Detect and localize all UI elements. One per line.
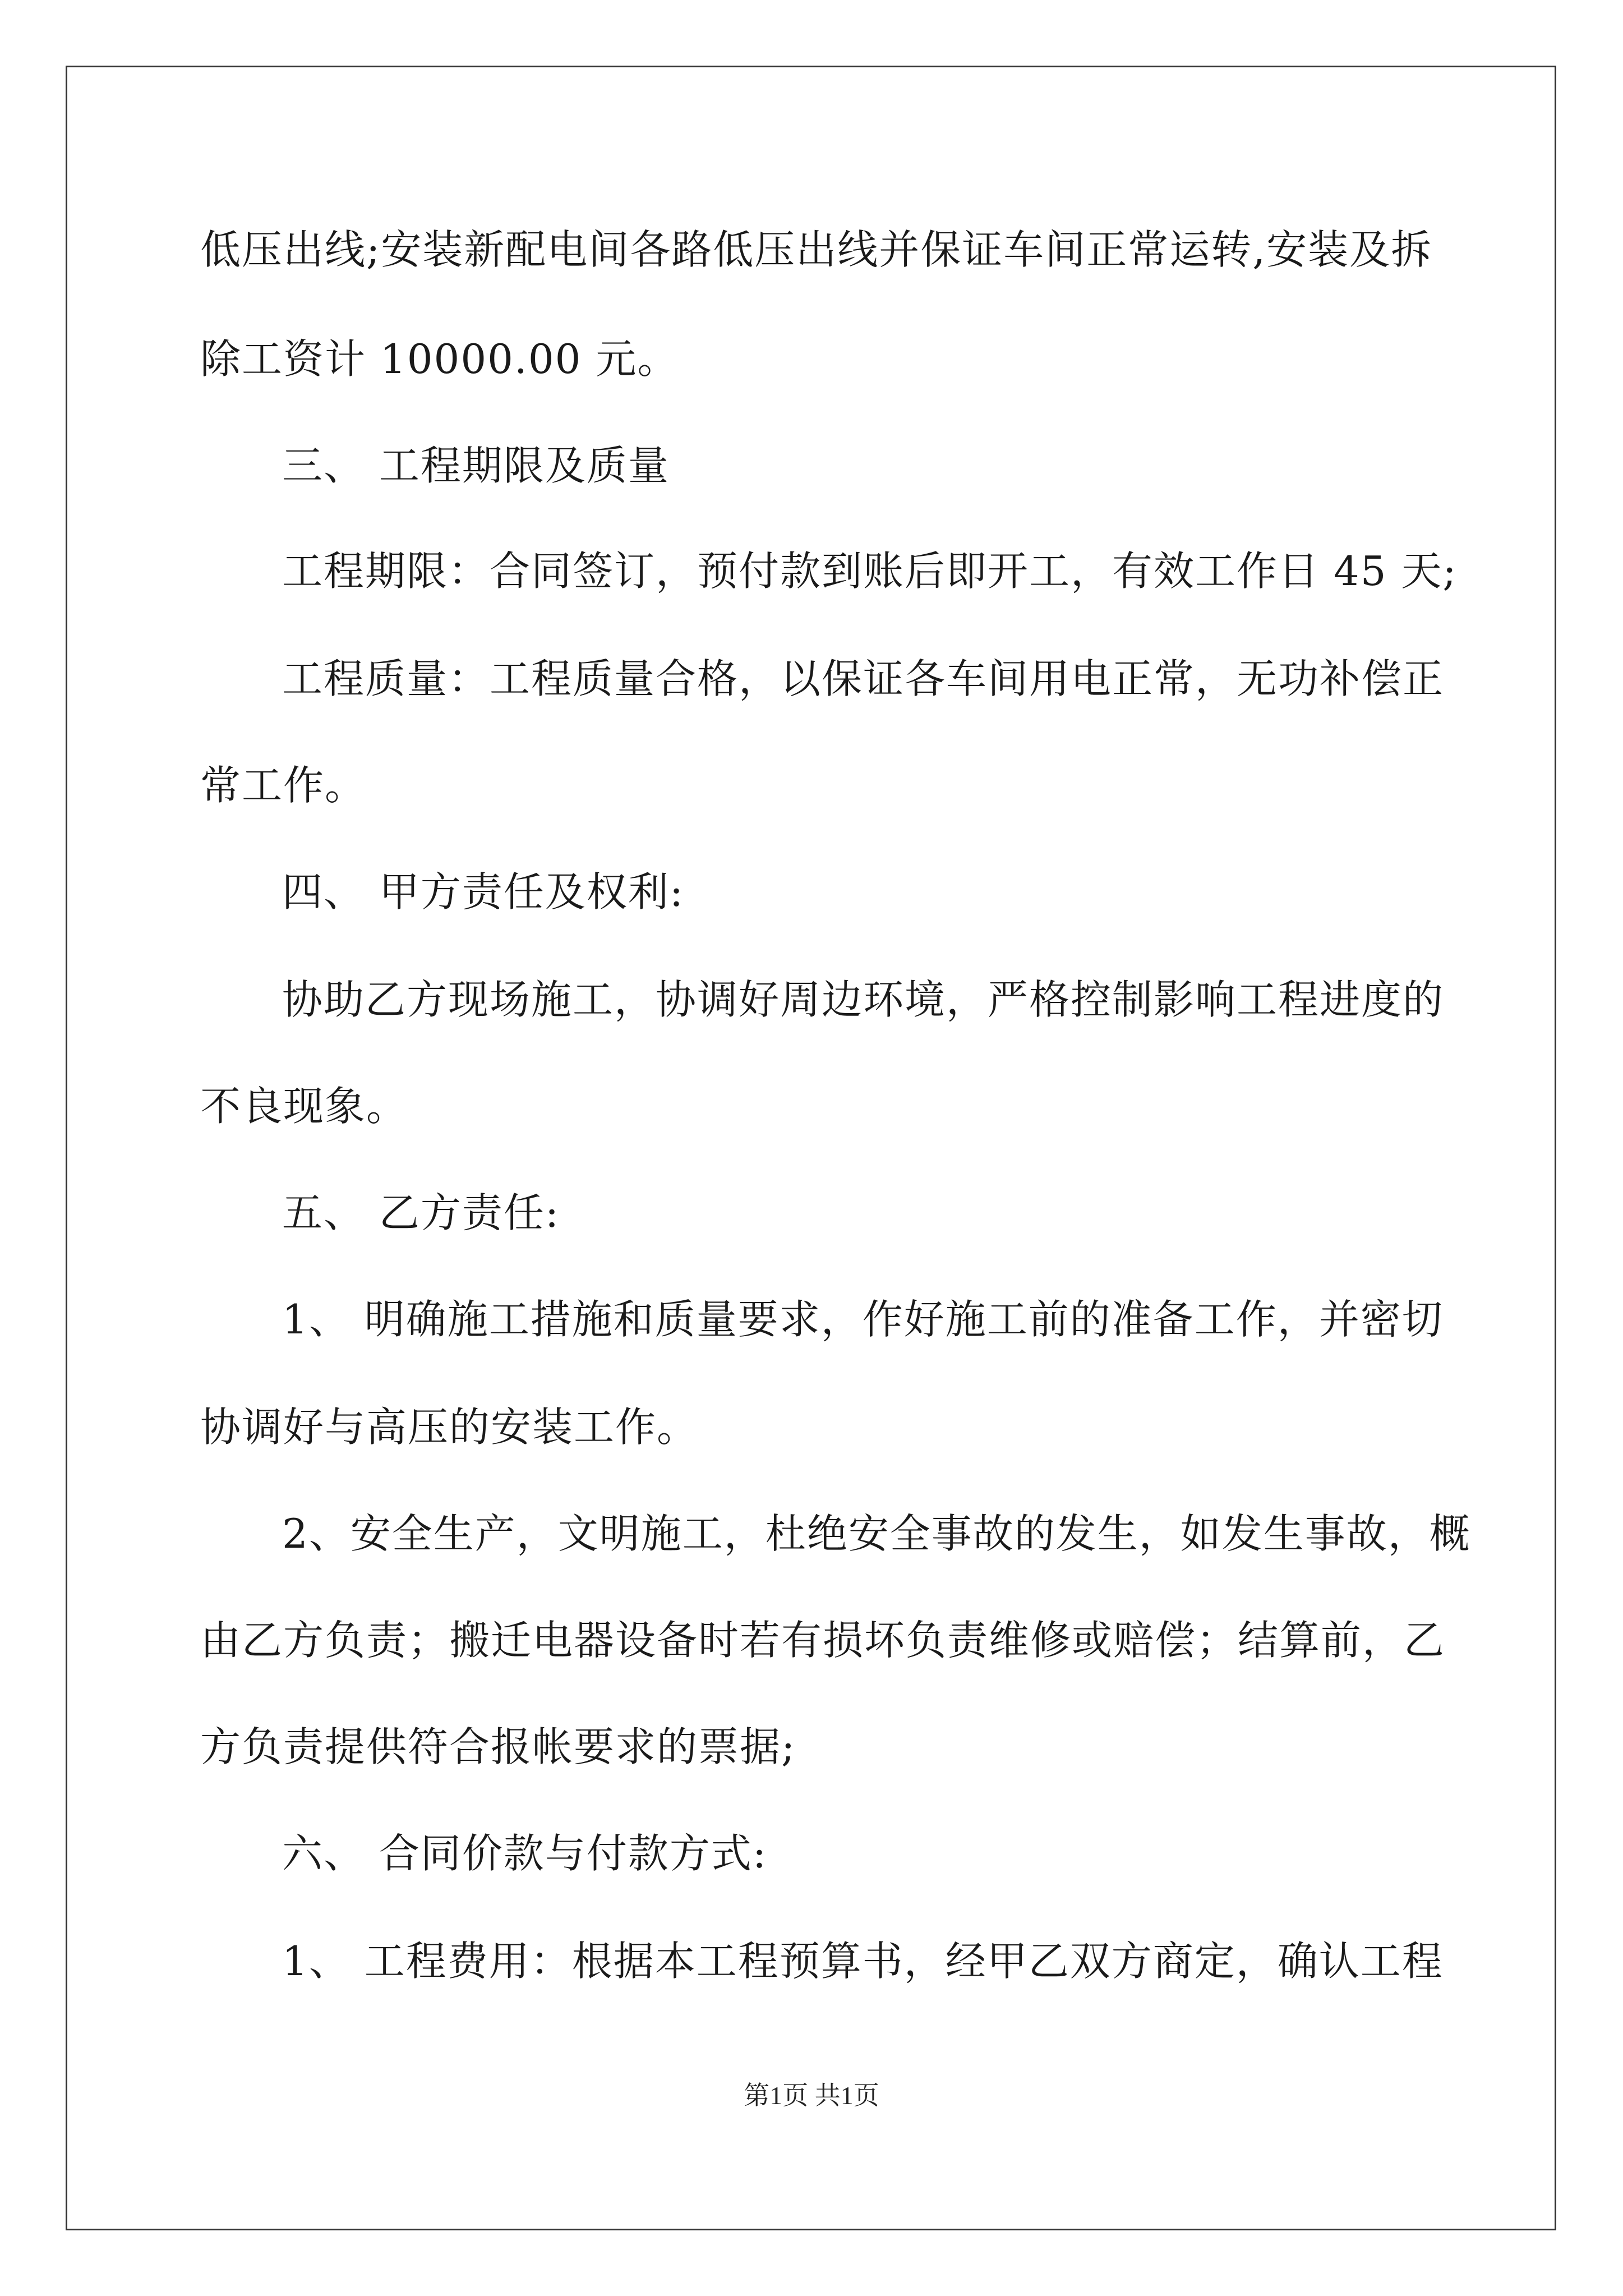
body-line-11: 1、 明确施工措施和质量要求，作好施工前的准备工作，并密切 — [282, 1296, 1444, 1343]
section-heading-5: 五、 乙方责任: — [282, 1189, 560, 1236]
page-border — [66, 66, 1556, 2230]
body-line-5: 工程质量：工程质量合格，以保证各车间用电正常，无功补偿正 — [282, 655, 1445, 702]
body-line-14: 由乙方负责；搬迁电器设备时若有损坏负责维修或赔偿；结算前，乙 — [200, 1617, 1446, 1664]
body-line-9: 不良现象。 — [200, 1083, 408, 1130]
body-line-17: 1、 工程费用：根据本工程预算书，经甲乙双方商定，确认工程 — [282, 1938, 1444, 1985]
body-line-8: 协助乙方现场施工，协调好周边环境，严格控制影响工程进度的 — [282, 976, 1445, 1023]
body-line-4: 工程期限：合同签订，预付款到账后即开工，有效工作日 45 天; — [282, 547, 1458, 595]
body-line-6: 常工作。 — [200, 762, 367, 809]
body-line-15: 方负责提供符合报帐要求的票据; — [200, 1723, 796, 1770]
body-line-2: 除工资计 10000.00 元。 — [200, 335, 679, 383]
body-line-12: 协调好与高压的安装工作。 — [200, 1404, 699, 1451]
section-heading-4: 四、 甲方责任及权利: — [282, 868, 685, 915]
body-line-1: 低压出线;安装新配电间各路低压出线并保证车间正常运转,安装及拆 — [200, 226, 1433, 273]
section-heading-3: 三、 工程期限及质量 — [282, 442, 670, 489]
body-line-13: 2、安全生产，文明施工，杜绝安全事故的发生，如发生事故，概 — [282, 1510, 1471, 1557]
section-heading-6: 六、 合同价款与付款方式: — [282, 1830, 768, 1877]
page-number-footer: 第1页 共1页 — [744, 2081, 879, 2110]
